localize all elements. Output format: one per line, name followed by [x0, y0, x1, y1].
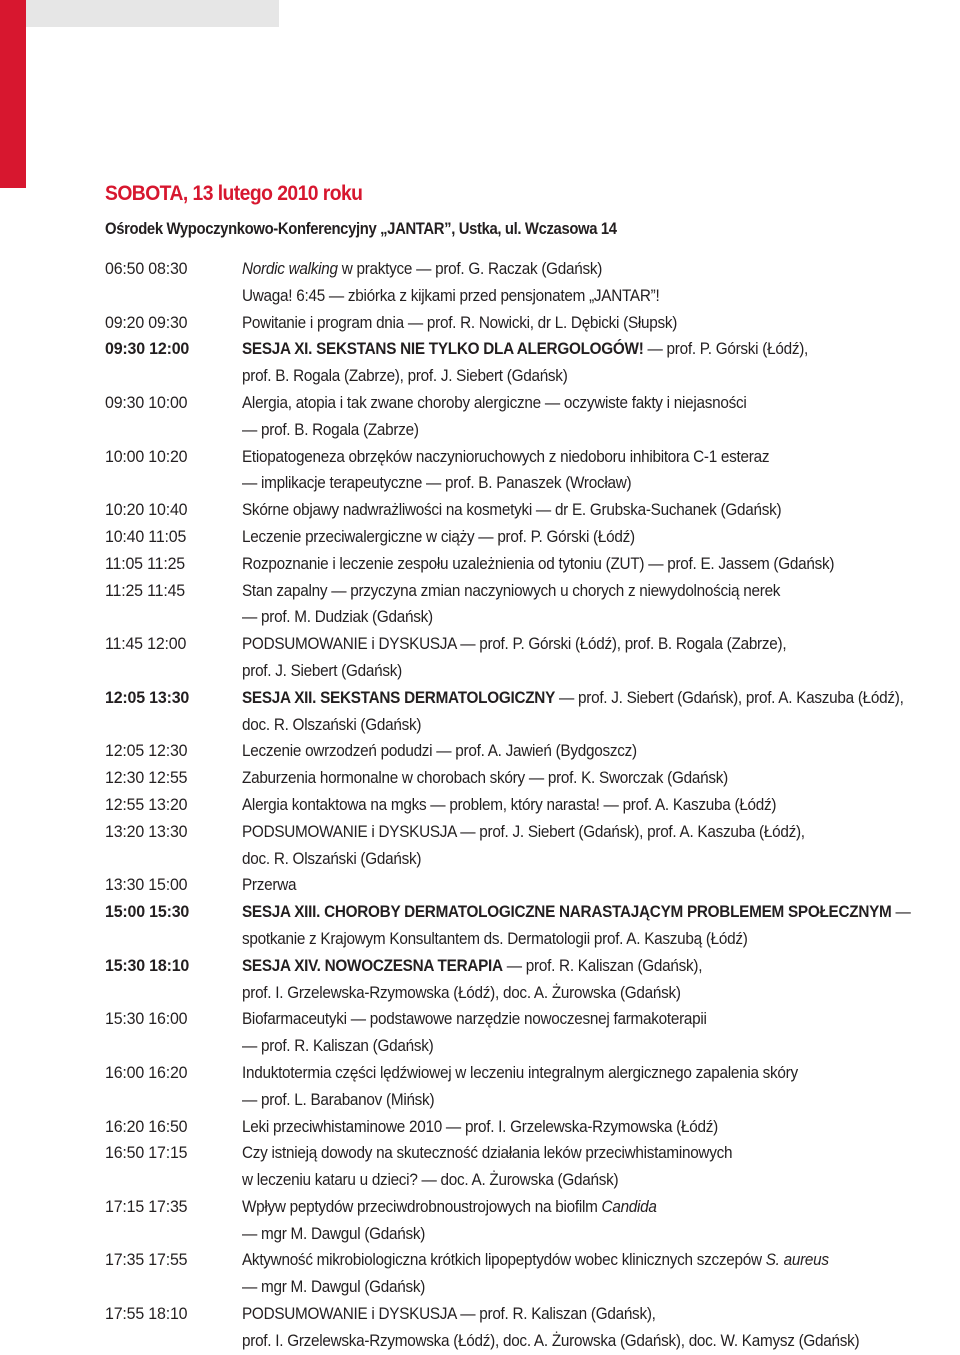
- text-segment: — prof. J. Siebert (Gdańsk), prof. A. Kaszuba (Łódź),: [555, 687, 904, 707]
- time-slot: 06:50 08:30: [105, 259, 188, 278]
- decorative-frame: [26, 0, 279, 188]
- time-slot: 10:00 10:20: [105, 446, 188, 466]
- text-segment: prof. I. Grzelewska-Rzymowska (Łódź), doc. A. Żurowska (Gdańsk): [242, 982, 681, 1002]
- schedule-row: [105, 765, 955, 792]
- text-segment: Etiopatogeneza obrzęków naczynioruchowych z niedoboru inhibitora C-1 esteraz: [242, 446, 770, 466]
- time-slot: 12:05 13:30: [105, 687, 190, 707]
- text-segment: S. aureus: [765, 1250, 829, 1270]
- description-line: [242, 336, 884, 363]
- description-line: [242, 1247, 884, 1274]
- time-slot: 09:30 12:00: [105, 339, 190, 359]
- description-line: [242, 846, 884, 873]
- description-line: [242, 1060, 884, 1087]
- entry-description: [242, 738, 955, 765]
- schedule-row: [105, 310, 955, 337]
- text-segment: prof. I. Grzelewska-Rzymowska (Łódź), doc. A. Żurowska (Gdańsk), doc. W. Kamysz (Gdańsk): [242, 1330, 860, 1350]
- entry-description: [242, 1060, 955, 1114]
- decorative-frame-inner: [26, 27, 279, 188]
- time-slot: 17:15 17:35: [105, 1196, 188, 1216]
- text-segment: — prof. B. Rogala (Zabrze): [242, 419, 419, 439]
- text-segment: — prof. M. Dudziak (Gdańsk): [242, 607, 433, 627]
- text-segment: w praktyce — prof. G. Raczak (Gdańsk): [337, 259, 603, 278]
- description-line: [242, 444, 884, 471]
- text-segment: Biofarmaceutyki — podstawowe narzędzie nowoczesnej farmakoterapii: [242, 1009, 707, 1029]
- description-line: [242, 1087, 884, 1114]
- time-slot: 15:30 18:10: [105, 955, 190, 975]
- session-row: [105, 685, 955, 739]
- text-segment: PODSUMOWANIE i DYSKUSJA — prof. P. Górski (Łódź), prof. B. Rogala (Zabrze),: [242, 634, 787, 654]
- entry-description: [242, 685, 960, 739]
- schedule-row: [105, 1114, 955, 1141]
- description-line: [242, 256, 884, 283]
- description-line: [242, 1033, 884, 1060]
- text-segment: — prof. P. Górski (Łódź),: [643, 339, 809, 359]
- text-segment: Rozpoznanie i leczenie zespołu uzależnienia od tytoniu (ZUT) — prof. E. Jassem (Gdańsk): [242, 553, 835, 573]
- entry-description: [242, 765, 955, 792]
- time-slot: 12:55 13:20: [105, 794, 188, 814]
- description-line: [242, 1301, 884, 1328]
- session-title: SESJA XI. SEKSTANS NIE TYLKO DLA ALERGOLOGÓW!: [242, 339, 644, 359]
- description-line: [242, 604, 884, 631]
- entry-description: [242, 1006, 955, 1060]
- description-line: [242, 578, 884, 605]
- session-row: [105, 899, 955, 953]
- time-slot: 15:00 15:30: [105, 902, 190, 922]
- text-segment: Induktotermia części lędźwiowej w leczeniu integralnym alergicznego zapalenia skóry: [242, 1062, 798, 1082]
- description-line: [242, 712, 904, 739]
- text-segment: doc. R. Olszański (Gdańsk): [242, 848, 422, 868]
- schedule-row: [105, 1140, 955, 1194]
- schedule-row: [105, 792, 955, 819]
- text-segment: Aktywność mikrobiologiczna krótkich lipopeptydów wobec klinicznych szczepów: [242, 1250, 766, 1270]
- entry-description: [242, 872, 955, 899]
- text-segment: — prof. L. Barabanov (Mińsk): [242, 1089, 435, 1109]
- schedule-list: [105, 256, 955, 1355]
- description-line: [242, 417, 884, 444]
- description-line: [242, 953, 884, 980]
- schedule-row: [105, 497, 955, 524]
- text-segment: — prof. R. Kaliszan (Gdańsk): [242, 1036, 434, 1056]
- entry-description: [242, 1301, 955, 1355]
- text-segment: — implikacje terapeutyczne — prof. B. Panaszek (Wrocław): [242, 473, 632, 493]
- schedule-row: [105, 256, 955, 310]
- time-slot: 09:30 10:00: [105, 392, 188, 412]
- text-segment: Czy istnieją dowody na skuteczność działania leków przeciwhistaminowych: [242, 1143, 733, 1163]
- time-slot: 12:05 12:30: [105, 741, 188, 761]
- description-line: [242, 685, 904, 712]
- schedule-row: [105, 578, 955, 632]
- text-segment: Alergia kontaktowa na mgks — problem, który narasta! — prof. A. Kaszuba (Łódź): [242, 794, 777, 814]
- schedule-row: [105, 631, 955, 685]
- description-line: [242, 658, 884, 685]
- description-line: [242, 1006, 884, 1033]
- schedule-row: [105, 1247, 955, 1301]
- text-segment: Leki przeciwhistaminowe 2010 — prof. I. Grzelewska-Rzymowska (Łódź): [242, 1116, 718, 1136]
- description-line: [242, 497, 884, 524]
- time-slot: 17:55 18:10: [105, 1304, 188, 1324]
- description-line: [242, 1140, 884, 1167]
- description-line: [242, 1114, 884, 1141]
- entry-description: [242, 578, 955, 632]
- description-line: [242, 792, 884, 819]
- entry-description: [242, 256, 955, 310]
- description-line: [242, 1328, 884, 1355]
- text-segment: Leczenie owrzodzeń podudzi — prof. A. Jawień (Bydgoszcz): [242, 741, 637, 761]
- text-segment: Stan zapalny — przyczyna zmian naczyniowych u chorych z niewydolnością nerek: [242, 580, 781, 600]
- entry-description: [242, 1140, 955, 1194]
- session-title: SESJA XIV. NOWOCZESNA TERAPIA: [242, 955, 503, 975]
- schedule-row: [105, 444, 955, 498]
- description-line: [242, 310, 884, 337]
- entry-description: [242, 899, 960, 953]
- description-line: [242, 1194, 884, 1221]
- description-line: [242, 765, 884, 792]
- time-slot: 16:00 16:20: [105, 1062, 188, 1082]
- text-segment: PODSUMOWANIE i DYSKUSJA — prof. R. Kaliszan (Gdańsk),: [242, 1304, 656, 1324]
- entry-description: [242, 953, 955, 1007]
- text-segment: prof. J. Siebert (Gdańsk): [242, 660, 402, 680]
- schedule-row: [105, 872, 955, 899]
- text-segment: PODSUMOWANIE i DYSKUSJA — prof. J. Siebert (Gdańsk), prof. A. Kaszuba (Łódź),: [242, 821, 805, 841]
- time-slot: 09:20 09:30: [105, 312, 188, 332]
- text-segment: — mgr M. Dawgul (Gdańsk): [242, 1223, 426, 1243]
- description-line: [242, 470, 884, 497]
- description-line: [242, 390, 884, 417]
- text-segment: prof. B. Rogala (Zabrze), prof. J. Siebert (Gdańsk): [242, 366, 568, 386]
- schedule-row: [105, 1060, 955, 1114]
- time-slot: 11:25 11:45: [105, 580, 185, 600]
- entry-description: [242, 1194, 955, 1248]
- session-title: SESJA XIII. CHOROBY DERMATOLOGICZNE NARASTAJĄCYM PROBLEMEM SPOŁECZNYM: [242, 902, 892, 922]
- description-line: [242, 1274, 884, 1301]
- text-segment: doc. R. Olszański (Gdańsk): [242, 714, 422, 734]
- text-segment: Leczenie przeciwalergiczne w ciąży — prof. P. Górski (Łódź): [242, 526, 635, 546]
- time-slot: 13:30 15:00: [105, 875, 188, 895]
- page-header: [105, 180, 955, 240]
- time-slot: 12:30 12:55: [105, 768, 188, 788]
- schedule-row: [105, 1194, 955, 1248]
- schedule-row: [105, 1006, 955, 1060]
- schedule-row: [105, 551, 955, 578]
- description-line: [242, 551, 884, 578]
- session-title: SESJA XII. SEKSTANS DERMATOLOGICZNY: [242, 687, 556, 707]
- description-line: [242, 631, 884, 658]
- schedule-row: [105, 524, 955, 551]
- schedule-row: [105, 738, 955, 765]
- text-segment: Skórne objawy nadwrażliwości na kosmetyki — dr E. Grubska-Suchanek (Gdańsk): [242, 500, 782, 520]
- description-line: [242, 524, 884, 551]
- entry-description: [242, 444, 955, 498]
- page-title: SOBOTA, 13 lutego 2010 roku: [105, 182, 363, 205]
- text-segment: Candida: [601, 1196, 657, 1216]
- entry-description: [242, 792, 955, 819]
- text-segment: Nordic walking: [242, 259, 338, 278]
- time-slot: 10:40 11:05: [105, 526, 187, 546]
- text-segment: Powitanie i program dnia — prof. R. Nowicki, dr L. Dębicki (Słupsk): [242, 312, 678, 332]
- text-segment: Wpływ peptydów przeciwdrobnoustrojowych na biofilm: [242, 1196, 602, 1216]
- text-segment: — prof. R. Kaliszan (Gdańsk),: [502, 955, 703, 975]
- time-slot: 17:35 17:55: [105, 1250, 188, 1270]
- session-row: [105, 953, 955, 1007]
- description-line: [242, 926, 911, 953]
- venue-line: Ośrodek Wypoczynkowo-Konferencyjny „JANTAR”, Ustka, ul. Wczasowa 14: [105, 220, 617, 238]
- text-segment: Uwaga! 6:45 — zbiórka z kijkami przed pensjonatem „JANTAR”!: [242, 285, 660, 305]
- time-slot: 13:20 13:30: [105, 821, 188, 841]
- schedule-row: [105, 1301, 955, 1355]
- description-line: [242, 738, 884, 765]
- text-segment: spotkanie z Krajowym Konsultantem ds. Dermatologii prof. A. Kaszubą (Łódź): [242, 928, 748, 948]
- time-slot: 15:30 16:00: [105, 1009, 188, 1029]
- entry-description: [242, 819, 955, 873]
- entry-description: [242, 1247, 955, 1301]
- description-line: [242, 363, 884, 390]
- description-line: [242, 819, 884, 846]
- time-slot: 10:20 10:40: [105, 500, 188, 520]
- text-segment: Alergia, atopia i tak zwane choroby alergiczne — oczywiste fakty i niejasności: [242, 392, 747, 412]
- schedule-row: [105, 819, 955, 873]
- schedule-row: [105, 390, 955, 444]
- description-line: [242, 1221, 884, 1248]
- entry-description: [242, 390, 955, 444]
- entry-description: [242, 631, 955, 685]
- entry-description: [242, 336, 955, 390]
- text-segment: Przerwa: [242, 875, 297, 895]
- entry-description: [242, 524, 955, 551]
- description-line: [242, 872, 884, 899]
- time-slot: 11:45 12:00: [105, 634, 187, 654]
- text-segment: w leczeniu kataru u dzieci? — doc. A. Żurowska (Gdańsk): [242, 1170, 619, 1190]
- entry-description: [242, 551, 955, 578]
- text-segment: — mgr M. Dawgul (Gdańsk): [242, 1277, 426, 1297]
- entry-description: [242, 497, 955, 524]
- red-accent-bar: [0, 0, 26, 188]
- text-segment: Zaburzenia hormonalne w chorobach skóry — prof. K. Sworczak (Gdańsk): [242, 768, 728, 788]
- description-line: [242, 980, 884, 1007]
- entry-description: [242, 310, 955, 337]
- time-slot: 16:50 17:15: [105, 1143, 188, 1163]
- text-segment: —: [891, 902, 911, 922]
- time-slot: 11:05 11:25: [105, 553, 185, 573]
- time-slot: 16:20 16:50: [105, 1116, 188, 1136]
- entry-description: [242, 1114, 955, 1141]
- description-line: [242, 283, 884, 310]
- description-line: [242, 1167, 884, 1194]
- description-line: [242, 899, 911, 926]
- session-row: [105, 336, 955, 390]
